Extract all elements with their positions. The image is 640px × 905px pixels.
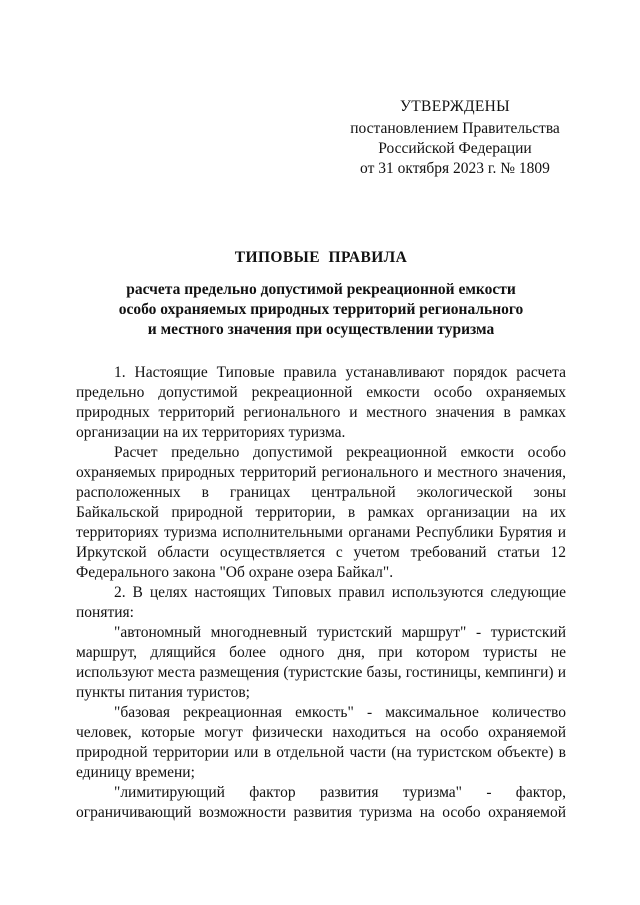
paragraph-6: "лимитирующий фактор развития туризма" - фактор, ограничивающий возможности развития туризма на особо охраняемой <box>76 784 566 821</box>
paragraph-5: "базовая рекреационная емкость" - максимальное количество человек, которые могут физически находиться на особо охраняемой природной территории или в отдельной части (на туристском объекте) в единицу времени; <box>76 704 566 781</box>
title-sub-line-1: расчета предельно допустимой рекреационной емкости <box>126 281 516 298</box>
title-sub-line-2: особо охраняемых природных территорий регионального <box>118 301 524 318</box>
approval-line-3: от 31 октября 2023 г. № 1809 <box>360 160 550 177</box>
document-body <box>76 363 566 823</box>
paragraph-3: 2. В целях настоящих Типовых правил используются следующие понятия: <box>76 584 566 621</box>
paragraph-4: "автономный многодневный туристский маршрут" - туристский маршрут, длящийся более одного дня, при котором туристы не используют места размещения (туристские базы, гостиницы, кемпинги) и пункты питания туристов; <box>76 624 566 701</box>
title-sub-line-3: и местного значения при осуществлении туризма <box>147 321 495 338</box>
approval-stamp <box>330 97 580 179</box>
paragraph-1: 1. Настоящие Типовые правила устанавливают порядок расчета предельно допустимой рекреационной емкости особо охраняемых природных территорий регионального и местного значения в рамках организации на их территориях туризма. <box>76 364 566 441</box>
title-main: ТИПОВЫЕ ПРАВИЛА <box>234 249 408 266</box>
approval-heading: УТВЕРЖДЕНЫ <box>400 98 510 115</box>
approval-line-1: постановлением Правительства <box>350 120 560 137</box>
document-title <box>76 248 566 340</box>
paragraph-2: Расчет предельно допустимой рекреационной емкости особо охраняемых природных территорий регионального и местного значения, расположенных в границах центральной экологической зоны Байкальской природной территории, в рамках организации на их территориях туризма исполнительными органами Республики Бурятия и Иркутской области осуществляется с учетом требований статьи 12 Федерального закона "Об охране озера Байкал". <box>76 444 566 581</box>
approval-line-2: Российской Федерации <box>378 140 532 157</box>
